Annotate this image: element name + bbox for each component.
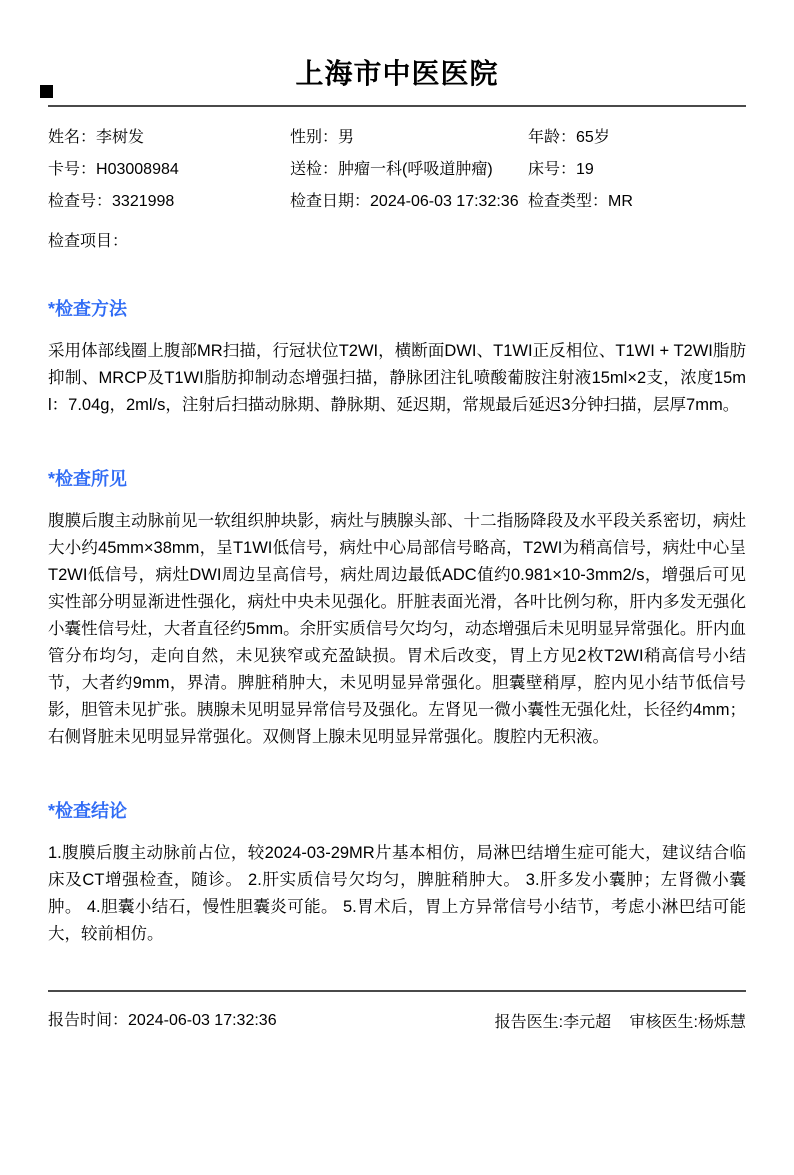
- report-time-field: [48, 1006, 288, 1036]
- card-no-label: 卡号：: [48, 161, 97, 178]
- patient-age-field: [528, 123, 746, 153]
- card-no-field: [48, 155, 290, 185]
- section-body-conclusion: 1.腹膜后腹主动脉前占位，较2024-03-29MR片基本相仿，局淋巴结增生症可能大，建议结合临床及CT增强检查，随诊。 2.肝实质信号欠均匀，脾脏稍肿大。 3.肝多发小囊肿；左肾微小囊肿。 4.胆囊小结石，慢性胆囊炎可能。 5.胃术后，胃上方异常信号小结节，考虑小淋巴结可能大，较前相仿。: [48, 844, 746, 943]
- exam-items-field: [48, 227, 746, 257]
- section-heading-conclusion: *检查结论: [48, 801, 128, 821]
- patient-name-value: 李树发: [96, 129, 145, 146]
- patient-name-field: [48, 123, 290, 153]
- report-time-value: 2024-06-03 17:32:36: [128, 1012, 277, 1029]
- footer-divider: [48, 990, 746, 992]
- exam-type-label: 检查类型：: [528, 193, 609, 210]
- exam-date-value: 2024-06-03 17:32:36: [370, 193, 519, 210]
- patient-gender-field: [290, 123, 528, 153]
- corner-mark: [40, 85, 53, 98]
- department-label: 送检：: [290, 161, 339, 178]
- bed-no-field: [528, 155, 746, 185]
- patient-name-label: 姓名：: [48, 129, 97, 146]
- patient-info-grid: [48, 123, 746, 217]
- review-doctor: 审核医生:杨烁慧: [629, 1014, 746, 1031]
- department-value: 肿瘤一科(呼吸道肿瘤): [338, 161, 493, 178]
- section-heading-findings: *检查所见: [48, 469, 128, 489]
- exam-no-label: 检查号：: [48, 193, 113, 210]
- patient-gender-label: 性别：: [290, 129, 339, 146]
- exam-no-field: [48, 187, 290, 217]
- section-body-findings: 腹膜后腹主动脉前见一软组织肿块影，病灶与胰腺头部、十二指肠降段及水平段关系密切，病灶大小约45mm×38mm，呈T1WI低信号，病灶中心局部信号略高，T2WI为稍高信号，病灶中心呈T2WI低信号，病灶DWI周边呈高信号，病灶周边最低ADC值约0.981×10-3mm2/s，增强后可见实性部分明显渐进性强化，病灶中央未见强化。肝脏表面光滑，各叶比例匀称，肝内多发无强化小囊性信号灶，大者直径约5mm。余肝实质信号欠均匀，动态增强后未见明显异常强化。肝内血管分布均匀，走向自然，未见狭窄或充盈缺损。胃术后改变，胃上方见2枚T2WI稍高信号小结节，大者约9mm，界清。脾脏稍肿大，未见明显异常强化。胆囊壁稍厚，腔内见小结节低信号影，胆管未见扩张。胰腺未见明显异常信号及强化。左肾见一微小囊性无强化灶，长径约4mm；右侧肾脏未见明显异常强化。双侧肾上腺未见明显异常强化。腹腔内无积液。: [48, 512, 746, 746]
- bed-no-label: 床号：: [528, 161, 577, 178]
- report-doctor: 报告医生:李元超: [494, 1014, 612, 1031]
- hospital-title: 上海市中医医院: [295, 58, 499, 89]
- report-page: [0, 52, 794, 1038]
- report-time-label: 报告时间：: [48, 1012, 129, 1029]
- card-no-value: H03008984: [96, 161, 179, 178]
- exam-items-label: 检查项目：: [48, 233, 129, 250]
- section-heading-method: *检查方法: [48, 299, 128, 319]
- patient-age-value: 65岁: [576, 129, 610, 146]
- exam-date-field: [290, 187, 528, 217]
- section-body-method: 采用体部线圈上腹部MR扫描，行冠状位T2WI，横断面DWI、T1WI正反相位、T1WI + T2WI脂肪抑制、MRCP及T1WI脂肪抑制动态增强扫描，静脉团注钆喷酸葡胺注射液15ml×2支，浓度15ml：7.04g，2ml/s，注射后扫描动脉期、静脉期、延迟期，常规最后延迟3分钟扫描，层厚7mm。: [48, 342, 746, 414]
- report-footer: [48, 1004, 746, 1038]
- patient-gender-value: 男: [338, 129, 355, 146]
- exam-type-field: [528, 187, 746, 217]
- doctor-signatures: [495, 1004, 746, 1038]
- patient-age-label: 年龄：: [528, 129, 577, 146]
- header-divider: [48, 105, 746, 107]
- exam-no-value: 3321998: [112, 193, 175, 210]
- department-field: [290, 155, 528, 185]
- bed-no-value: 19: [576, 161, 594, 178]
- exam-type-value: MR: [608, 193, 633, 210]
- exam-date-label: 检查日期：: [290, 193, 371, 210]
